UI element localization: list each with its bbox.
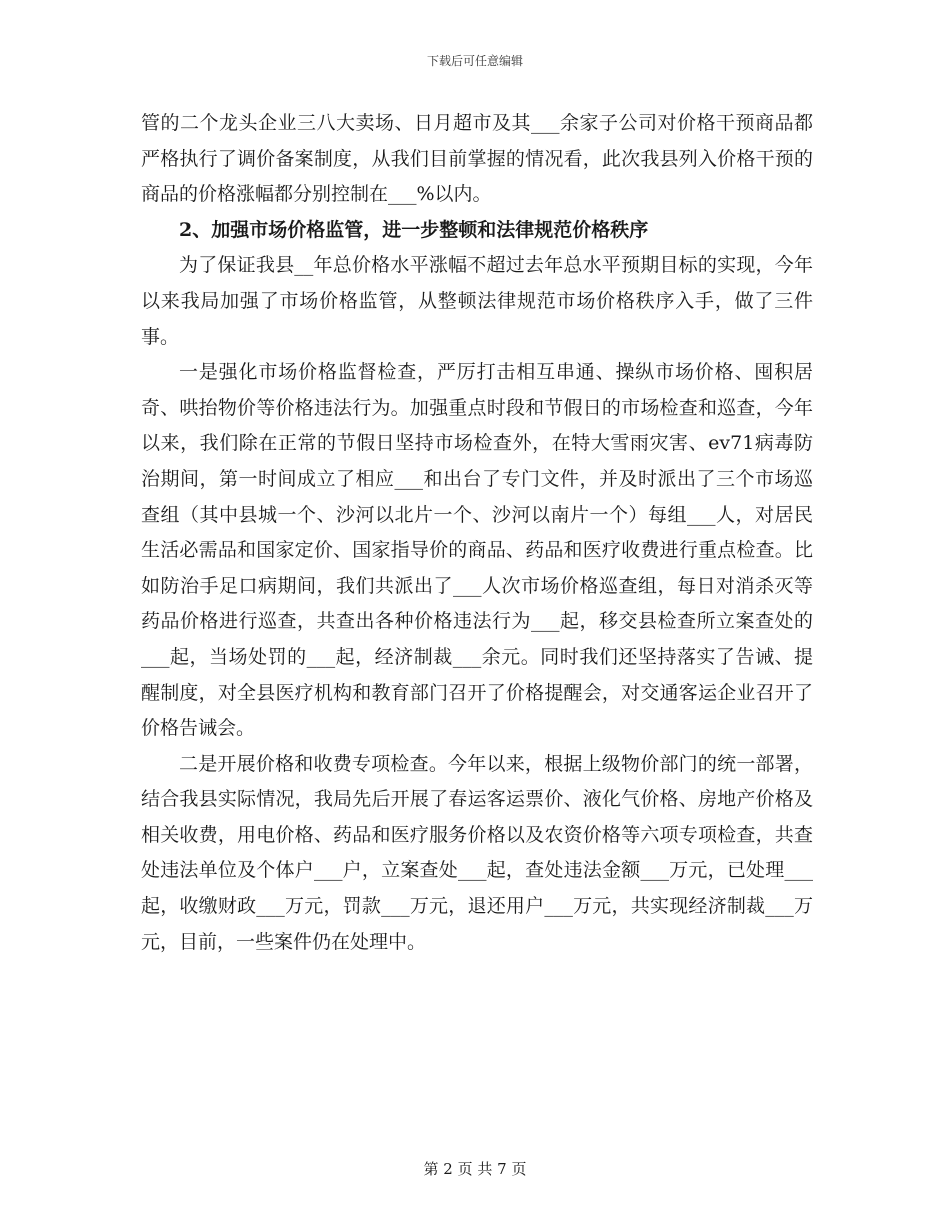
page-header-note: 下载后可任意编辑 [426, 54, 523, 68]
paragraph-second-item: 二是开展价格和收费专项检查。今年以来，根据上级物价部门的统一部署，结合我县实际情况，我局先后开展了春运客运票价、液化气价格、房地产价格及相关收费，用电价格、药品和医疗服务价格以及农资价格等六项专项检查，共查处违法单位及个体户___户，立案查处___起，查处违法金额___万元，已处理___起，收缴财政___万元，罚款___万元，退还用户___万元，共实现经济制裁___万元，目前，一些案件仍在处理中。 [141, 752, 813, 953]
paragraph-intro: 为了保证我县__年总价格水平涨幅不超过去年总水平预期目标的实现，今年以来我局加强了市场价格监管，从整顿法律规范市场价格秩序入手，做了三件事。 [141, 254, 813, 348]
document-body [141, 106, 813, 960]
section-heading: 2、加强市场价格监管，进一步整顿和法律规范价格秩序 [179, 218, 649, 241]
paragraph-continuation: 管的二个龙头企业三八大卖场、日月超市及其___余家子公司对价格干预商品都严格执行了调价备案制度，从我们目前掌握的情况看，此次我县列入价格干预的商品的价格涨幅都分别控制在___%以内。 [141, 112, 813, 206]
page-number: 第 2 页 共 7 页 [423, 1160, 527, 1178]
paragraph-first-item: 一是强化市场价格监督检查，严厉打击相互串通、操纵市场价格、囤积居奇、哄抬物价等价格违法行为。加强重点时段和节假日的市场检查和巡查，今年以来，我们除在正常的节假日坚持市场检查外，在特大雪雨灾害、ev71病毒防治期间，第一时间成立了相应___和出台了专门文件，并及时派出了三个市场巡查组（其中县城一个、沙河以北片一个、沙河以南片一个）每组___人，对居民生活必需品和国家定价、国家指导价的商品、药品和医疗收费进行重点检查。比如防治手足口病期间，我们共派出了___人次市场价格巡查组，每日对消杀灭等药品价格进行巡查，共查出各种价格违法行为___起，移交县检查所立案查处的___起，当场处罚的___起，经济制裁___余元。同时我们还坚持落实了告诫、提醒制度，对全县医疗机构和教育部门召开了价格提醒会，对交通客运企业召开了价格告诫会。 [141, 361, 813, 740]
